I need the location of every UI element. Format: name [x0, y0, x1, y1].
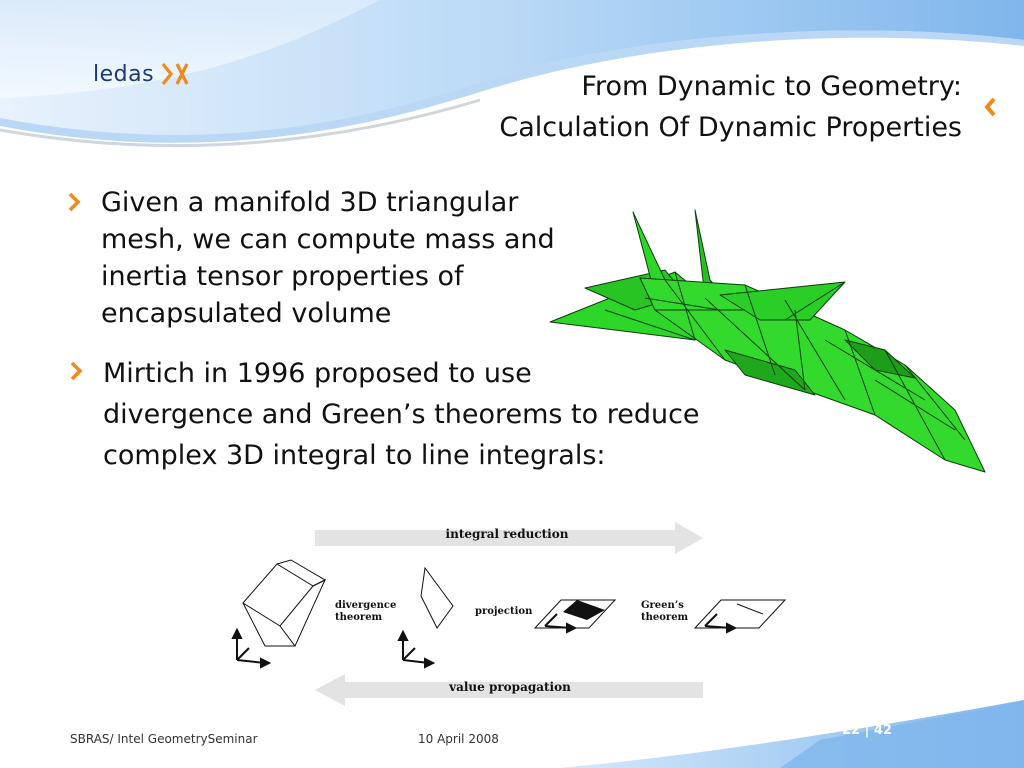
- bullet-2-line: complex 3D integral to line integrals:: [103, 440, 606, 471]
- bullet-2-line: Mirtich in 1996 proposed to use: [103, 358, 532, 389]
- title-line-1: From Dynamic to Geometry:: [581, 71, 962, 102]
- axes-icon: [705, 614, 735, 632]
- ledas-logo: [93, 60, 190, 88]
- greens-theorem-label-2: theorem: [641, 612, 689, 623]
- chevron-right-icon: [67, 192, 81, 212]
- integral-reduction-label: integral reduction: [445, 527, 569, 541]
- slide-title: [499, 66, 962, 148]
- divergence-theorem-label-1: divergence: [335, 600, 397, 611]
- value-propagation-label: value propagation: [449, 680, 571, 694]
- greens-theorem-label-1: Green’s: [641, 600, 684, 611]
- chevron-right-icon: [69, 361, 83, 381]
- bullet-1-line: Given a manifold 3D triangular: [101, 187, 519, 218]
- bullet-1-line: inertia tensor properties of: [101, 261, 464, 292]
- bullet-1: [101, 184, 621, 332]
- divergence-theorem-label-2: theorem: [335, 612, 383, 623]
- ledas-logo-mark-icon: [160, 60, 190, 88]
- axes-icon: [545, 614, 575, 632]
- bullet-1-line: mesh, we can compute mass and: [101, 224, 555, 255]
- bullet-1-line: encapsulated volume: [101, 298, 392, 329]
- chevron-left-icon: [982, 96, 998, 118]
- bullet-2-line: divergence and Green’s theorems to reduce: [103, 399, 700, 430]
- projection-label: projection: [475, 606, 533, 617]
- face-shape: [421, 568, 453, 628]
- integral-reduction-diagram: [225, 518, 795, 708]
- airplane-mesh-image: [545, 200, 990, 480]
- title-line-2: Calculation Of Dynamic Properties: [499, 112, 962, 143]
- axes-icon: [399, 632, 433, 667]
- logo-text: ledas: [93, 61, 155, 87]
- footer-date: 10 April 2008: [418, 732, 499, 746]
- axes-icon: [233, 630, 269, 667]
- page-number: 22 | 42: [842, 723, 892, 738]
- footer-seminar: SBRAS/ Intel GeometrySeminar: [70, 732, 258, 746]
- cube-shape: [243, 560, 325, 646]
- boundary-line: [737, 604, 763, 614]
